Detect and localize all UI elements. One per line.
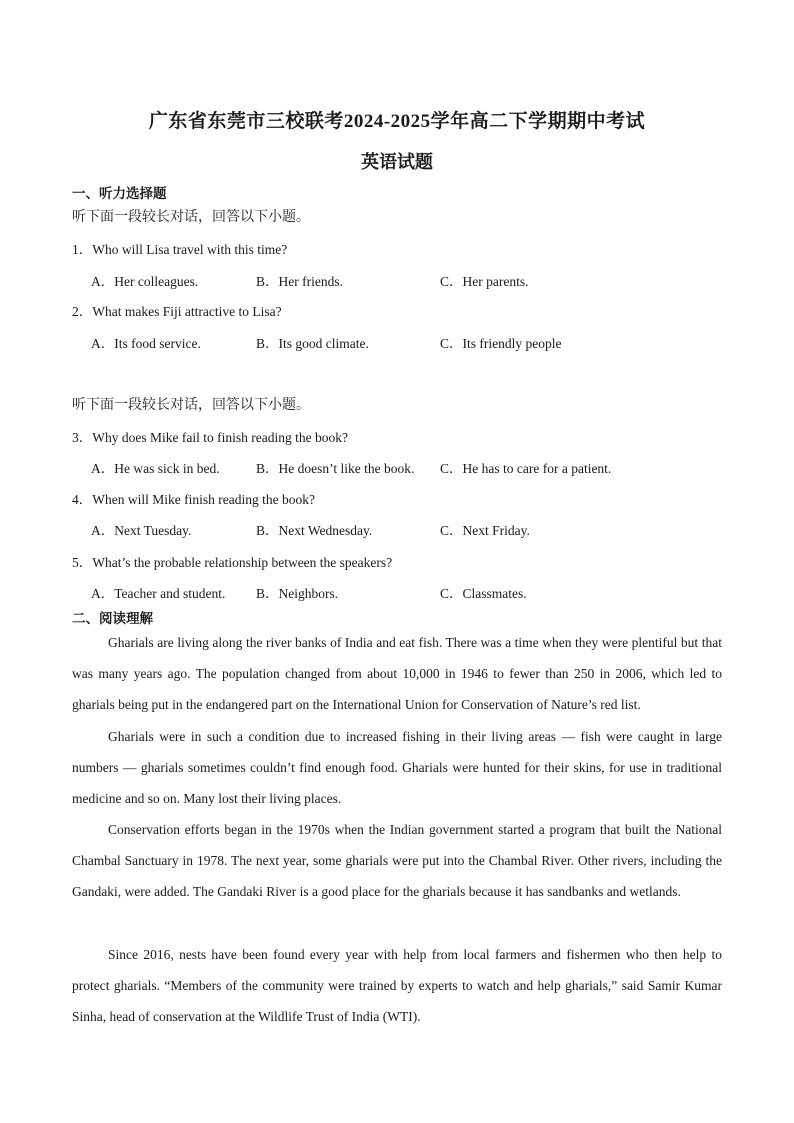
question-stem: 3．Why does Mike fail to finish reading the book?	[72, 430, 348, 445]
option-b: B．Her friends.	[256, 274, 343, 289]
page-title: 广东省东莞市三校联考2024-2025学年高二下学期期中考试	[148, 111, 646, 132]
option-c: C．Classmates.	[440, 586, 527, 601]
option-a: A．He was sick in bed.	[91, 461, 220, 476]
option-c: C．Next Friday.	[440, 523, 530, 538]
listening-instruction: 听下面一段较长对话，回答以下小题。	[72, 398, 310, 413]
option-c: C．He has to care for a patient.	[440, 461, 612, 476]
section-heading-listening: 一、听力选择题	[72, 186, 167, 201]
option-a: A．Teacher and student.	[91, 586, 226, 601]
reading-paragraph: Gharials are living along the river banks of India and eat fish. There was a time when they were plentiful but that was many years ago. The population changed from about 10,000 in 1946 to fewer than 250 in 2006, which led to gharials being put in the endangered part on the International Union for Conservation of Nature’s red list.	[72, 635, 722, 713]
reading-paragraph: Since 2016, nests have been found every year with help from local farmers and fishermen who then help to protect gharials. “Members of the community were trained by experts to watch and help gharials,” said Samir Kumar Sinha, head of conservation at the Wildlife Trust of India (WTI).	[72, 947, 722, 1025]
question-stem: 4．When will Mike finish reading the book?	[72, 492, 315, 507]
question-stem: 5．What’s the probable relationship between the speakers?	[72, 555, 393, 570]
option-a: A．Its food service.	[91, 336, 201, 351]
option-b: B．Its good climate.	[256, 336, 369, 351]
option-b: B．Next Wednesday.	[256, 523, 373, 538]
option-b: B．He doesn’t like the book.	[256, 461, 415, 476]
question-stem: 1．Who will Lisa travel with this time?	[72, 242, 288, 257]
page-subtitle: 英语试题	[361, 152, 433, 172]
option-c: C．Its friendly people	[440, 336, 562, 351]
question-stem: 2．What makes Fiji attractive to Lisa?	[72, 304, 282, 319]
reading-paragraph: Conservation efforts began in the 1970s when the Indian government started a program that built the National Chambal Sanctuary in 1978. The next year, some gharials were put into the Chambal River. Other rivers, including the Gandaki, were added. The Gandaki River is a good place for the gharials because it has sandbanks and wetlands.	[72, 822, 722, 900]
section-heading-reading: 二、阅读理解	[72, 611, 153, 626]
reading-paragraph: Gharials were in such a condition due to increased fishing in their living areas — fish were caught in large numbers — gharials sometimes couldn’t find enough food. Gharials were hunted for their skins, for use in traditional medicine and so on. Many lost their living places.	[72, 729, 722, 807]
option-b: B．Neighbors.	[256, 586, 339, 601]
option-a: A．Next Tuesday.	[91, 523, 192, 538]
listening-instruction: 听下面一段较长对话，回答以下小题。	[72, 210, 310, 225]
option-c: C．Her parents.	[440, 274, 529, 289]
option-a: A．Her colleagues.	[91, 274, 199, 289]
